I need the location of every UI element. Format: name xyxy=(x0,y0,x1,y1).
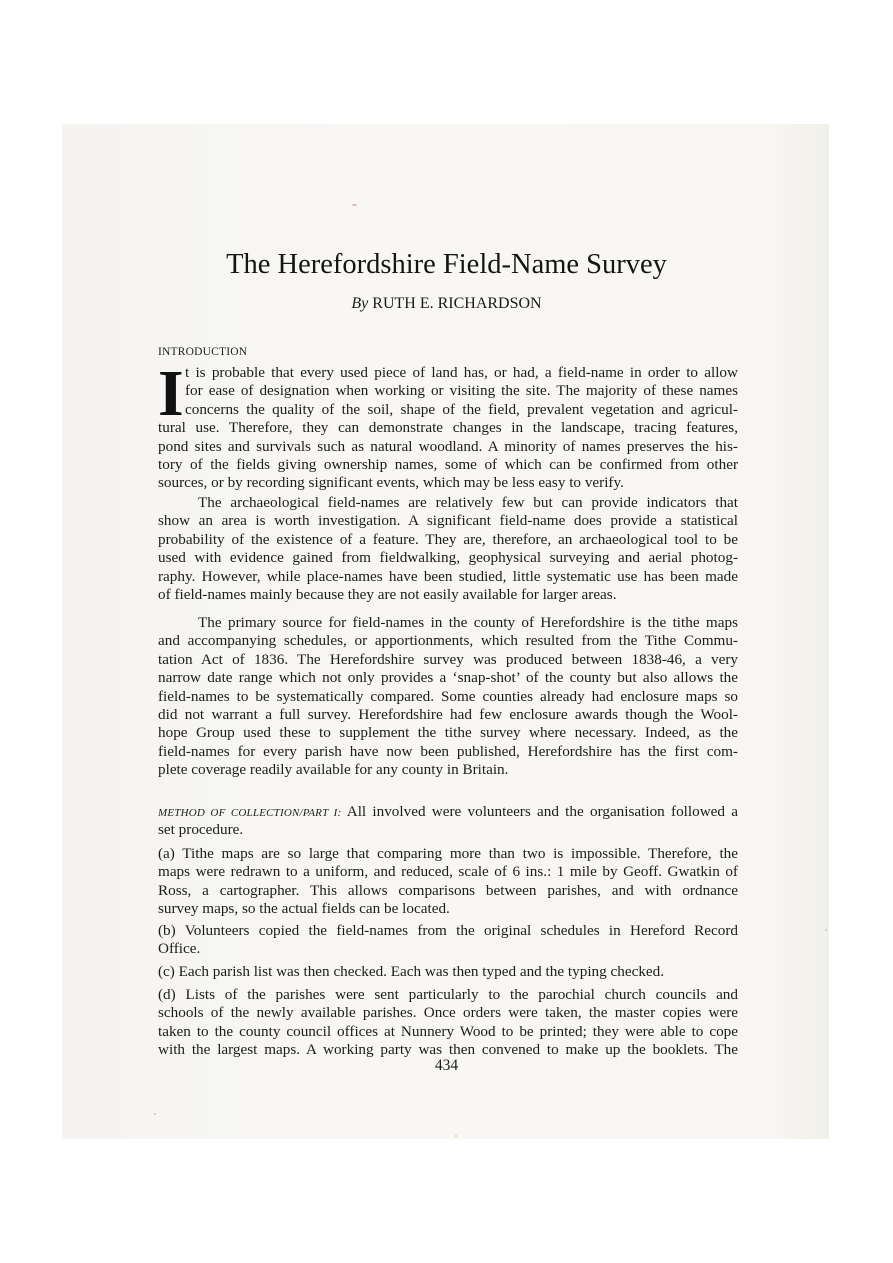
text-line: tural use. Therefore, they can demonstrate changes in the landscape, tracing features, xyxy=(158,419,738,437)
text-line: taken to the county council offices at Nunnery Wood to be printed; they were able to cope xyxy=(158,1022,738,1040)
text-line: narrow date range which not only provides a ‘snap-shot’ of the county but also allows the xyxy=(158,669,738,687)
text-line: with the largest maps. A working party was then convened to make up the booklets. The xyxy=(158,1041,738,1059)
text-line: tation Act of 1836. The Herefordshire survey was produced between 1838-46, a very xyxy=(158,650,738,668)
method-item-a xyxy=(158,845,738,919)
text-line: (d) Lists of the parishes were sent particularly to the parochial church councils and xyxy=(158,986,738,1003)
text-line: tory of the fields giving ownership names, some of which can be confirmed from other xyxy=(158,455,738,473)
scan-speck xyxy=(154,1113,156,1115)
text-line: schools of the newly available parishes. Once orders were taken, the master copies were xyxy=(158,1004,738,1022)
text-line: survey maps, so the actual fields can be located. xyxy=(158,900,450,918)
text-line: (a) Tithe maps are so large that comparing more than two is impossible. Therefore, the xyxy=(158,845,738,862)
byline xyxy=(0,294,893,314)
drop-cap: I xyxy=(158,357,184,430)
text-line: t is probable that every used piece of land has, or had, a field-name in order to allow xyxy=(185,364,738,381)
text-line: plete coverage readily available for any county in Britain. xyxy=(158,761,509,779)
author-name: RUTH E. RICHARDSON xyxy=(372,295,542,312)
method-item-b xyxy=(158,922,738,959)
method-item-d xyxy=(158,986,738,1060)
method-intro xyxy=(158,803,738,840)
text-line: Ross, a cartographer. This allows comparisons between parishes, and with ordnance xyxy=(158,881,738,899)
scan-speck xyxy=(352,204,357,206)
section-heading-introduction: INTRODUCTION xyxy=(158,346,248,358)
text-line: did not warrant a full survey. Herefordshire had few enclosure awards though the Wool- xyxy=(158,705,738,723)
text-line: (c) Each parish list was then checked. Each was then typed and the typing checked. xyxy=(158,963,665,980)
text-line: set procedure. xyxy=(158,821,244,839)
text-line: pond sites and survivals such as natural woodland. A minority of names preserves the his- xyxy=(158,437,738,455)
scan-speck xyxy=(825,929,827,931)
method-item-c xyxy=(158,963,738,981)
article-title: The Herefordshire Field-Name Survey xyxy=(226,249,667,280)
text-line: for ease of designation when working or visiting the site. The majority of these names xyxy=(185,382,738,400)
intro-paragraph-2 xyxy=(158,494,738,604)
method-intro-text: All involved were volunteers and the organisation followed a xyxy=(341,803,738,820)
text-line: of field-names mainly because they are not easily available for larger areas. xyxy=(158,585,617,603)
text-line: sources, or by recording significant events, which may be less easy to verify. xyxy=(158,474,624,492)
text-line: Office. xyxy=(158,940,201,958)
text-line: raphy. However, while place-names have been studied, little systematic use has been made xyxy=(158,567,738,585)
text-line: (b) Volunteers copied the field-names from the original schedules in Hereford Record xyxy=(158,922,738,939)
text-line: The archaeological field-names are relatively few but can provide indicators that xyxy=(198,494,738,511)
text-line: and accompanying schedules, or apportionments, which resulted from the Tithe Commu- xyxy=(158,632,738,650)
text-line: maps were redrawn to a uniform, and reduced, scale of 6 ins.: 1 mile by Geoff. Gwatkin of xyxy=(158,863,738,881)
scan-speck xyxy=(455,1135,457,1137)
text-line: hope Group used these to supplement the tithe survey where necessary. Indeed, as the xyxy=(158,724,738,742)
text-line xyxy=(158,803,738,821)
method-heading: METHOD OF COLLECTION/PART I: xyxy=(158,807,342,819)
text-line: concerns the quality of the soil, shape of the field, prevalent vegetation and agricul- xyxy=(185,400,738,418)
page-number: 434 xyxy=(434,1057,459,1074)
intro-paragraph-3 xyxy=(158,614,738,780)
byline-prefix: By xyxy=(351,295,369,312)
text-line: probability of the existence of a feature. They are, therefore, an archaeological tool to be xyxy=(158,530,738,548)
intro-paragraph-1 xyxy=(158,357,738,493)
text-line: field-names for every parish have now been published, Herefordshire has the first com- xyxy=(158,742,738,760)
text-line: The primary source for field-names in the county of Herefordshire is the tithe maps xyxy=(198,614,738,631)
text-line: show an area is worth investigation. A significant field-name does provide a statistical xyxy=(158,512,738,530)
text-line: field-names to be systematically compared. Some counties already had enclosure maps so xyxy=(158,687,738,705)
text-line: used with evidence gained from fieldwalking, geophysical surveying and aerial photog- xyxy=(158,549,738,567)
